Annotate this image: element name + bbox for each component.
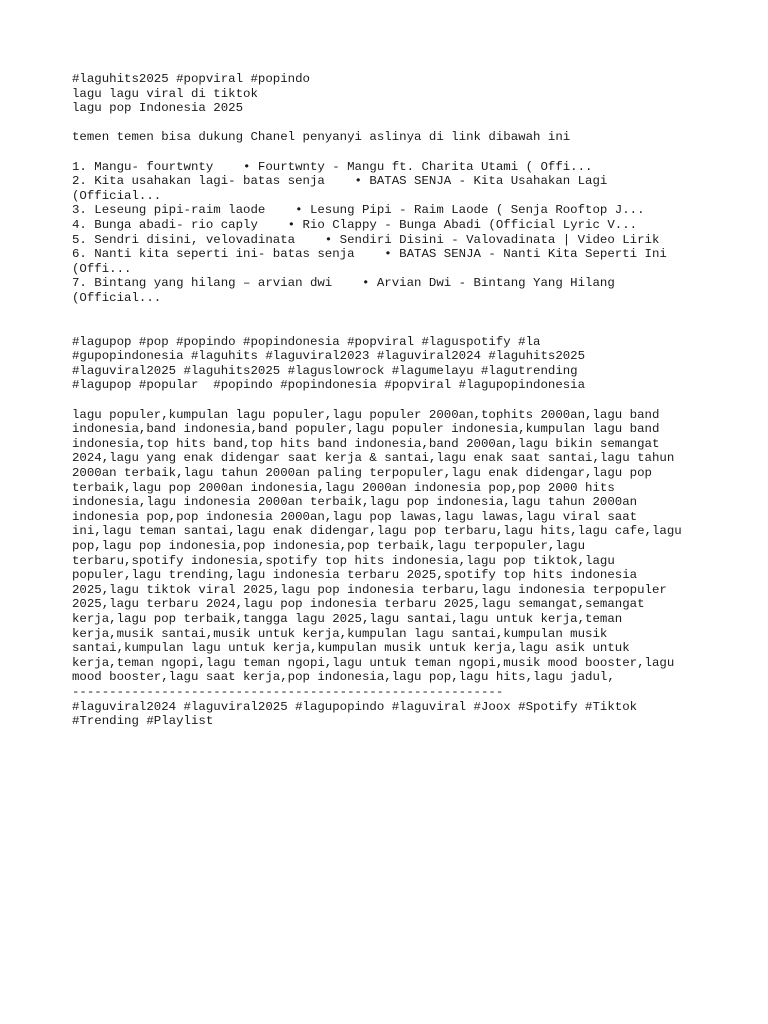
divider: ---------------------------------------------------------- [72, 684, 504, 699]
keywords-line: mood booster,lagu saat kerja,pop indonesia,lagu pop,lagu hits,lagu jadul, [72, 670, 615, 685]
tracklist-line: (Official... [72, 188, 162, 203]
keywords-line: lagu populer,kumpulan lagu populer,lagu populer 2000an,tophits 2000an,lagu band [72, 407, 660, 422]
keywords-line: kerja,musik santai,musik untuk kerja,kumpulan lagu santai,kumpulan musik [72, 626, 608, 641]
keywords-line: 2000an terbaik,lagu tahun 2000an paling terpopuler,lagu enak didengar,lagu pop [72, 466, 652, 481]
tracklist-line: 2. Kita usahakan lagi- batas senja • BATAS SENJA - Kita Usahakan Lagi [72, 174, 608, 189]
document-page [72, 72, 702, 729]
tracklist-line: 7. Bintang yang hilang – arvian dwi • Arvian Dwi - Bintang Yang Hilang [72, 276, 615, 291]
footer-tags-line: #Trending #Playlist [72, 714, 214, 729]
spacer [72, 145, 702, 160]
footer-tags-line: #laguviral2024 #laguviral2025 #lagupopindo #laguviral #Joox #Spotify #Tiktok [72, 699, 638, 714]
intro-text: temen temen bisa dukung Chanel penyanyi aslinya di link dibawah ini [72, 130, 571, 145]
keywords-line: 2025,lagu tiktok viral 2025,lagu pop indonesia terbaru,lagu indonesia terpopuler [72, 582, 667, 597]
keywords-line: ini,lagu teman santai,lagu enak didengar,lagu pop terbaru,lagu hits,lagu cafe,lagu [72, 524, 682, 539]
tracklist-line: (Official... [72, 290, 162, 305]
tracklist-line: 1. Mangu- fourtwnty • Fourtwnty - Mangu ft. Charita Utami ( Offi... [72, 159, 593, 174]
spacer [72, 393, 702, 408]
hashtag-line: #gupopindonesia #laguhits #laguviral2023 #laguviral2024 #laguhits2025 [72, 349, 586, 364]
keywords-line: kerja,lagu pop terbaik,tangga lagu 2025,lagu santai,lagu untuk kerja,teman [72, 611, 623, 626]
keywords-line: populer,lagu trending,lagu indonesia terbaru 2025,spotify top hits indonesia [72, 568, 638, 583]
keywords-line: terbaru,spotify indonesia,spotify top hits indonesia,lagu pop tiktok,lagu [72, 553, 615, 568]
keywords-line: indonesia,top hits band,top hits band indonesia,band 2000an,lagu bikin semangat [72, 436, 660, 451]
keywords-line: indonesia,lagu indonesia 2000an terbaik,lagu pop indonesia,lagu tahun 2000an [72, 495, 638, 510]
keywords-line: indonesia,band indonesia,band populer,lagu populer indonesia,kumpulan lagu band [72, 422, 660, 437]
tracklist-line: 4. Bunga abadi- rio caply • Rio Clappy - Bunga Abadi (Official Lyric V... [72, 217, 638, 232]
hashtag-line: #lagupop #popular #popindo #popindonesia #popviral #lagupopindonesia [72, 378, 586, 393]
tracklist-line: 6. Nanti kita seperti ini- batas senja • BATAS SENJA - Nanti Kita Seperti Ini [72, 247, 667, 262]
header-subtitle: lagu lagu viral di tiktok [72, 86, 258, 101]
keywords-block [72, 408, 702, 685]
spacer [72, 306, 702, 335]
tracklist-line: (Offi... [72, 261, 132, 276]
keywords-line: 2024,lagu yang enak didengar saat kerja & santai,lagu enak saat santai,lagu tahun [72, 451, 675, 466]
keywords-line: pop,lagu pop indonesia,pop indonesia,pop terbaik,lagu terpopuler,lagu [72, 539, 586, 553]
header-subtitle-2: lagu pop Indonesia 2025 [72, 101, 244, 116]
keywords-line: 2025,lagu terbaru 2024,lagu pop indonesia terbaru 2025,lagu semangat,semangat [72, 597, 645, 612]
spacer [72, 116, 702, 131]
footer-tags [72, 700, 702, 729]
header-hashtags: #laguhits2025 #popviral #popindo [72, 72, 310, 86]
keywords-line: kerja,teman ngopi,lagu teman ngopi,lagu untuk teman ngopi,musik mood booster,lagu [72, 655, 675, 670]
keywords-line: indonesia pop,pop indonesia 2000an,lagu pop lawas,lagu lawas,lagu viral saat [72, 509, 638, 524]
hashtag-block [72, 335, 702, 393]
tracklist [72, 160, 702, 306]
tracklist-line: 5. Sendri disini, velovadinata • Sendiri Disini - Valovadinata | Video Lirik [72, 232, 660, 247]
hashtag-line: #laguviral2025 #laguhits2025 #laguslowrock #lagumelayu #lagutrending [72, 363, 578, 378]
hashtag-line: #lagupop #pop #popindo #popindonesia #popviral #laguspotify #la [72, 334, 541, 349]
tracklist-line: 3. Leseung pipi-raim laode • Lesung Pipi - Raim Laode ( Senja Rooftop J... [72, 203, 645, 218]
keywords-line: terbaik,lagu pop 2000an indonesia,lagu 2000an indonesia pop,pop 2000 hits [72, 480, 615, 495]
keywords-line: santai,kumpulan lagu untuk kerja,kumpulan musik untuk kerja,lagu asik untuk [72, 641, 630, 656]
